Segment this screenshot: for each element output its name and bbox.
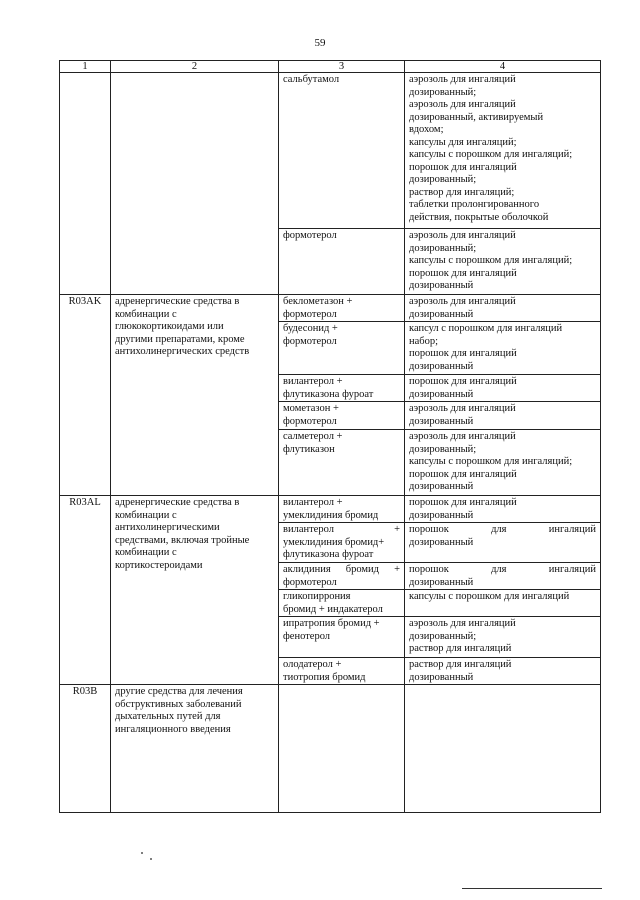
drug-name-line: флутиказон — [283, 443, 335, 455]
drug-name-line: сальбутамол — [283, 74, 340, 85]
dosage-form-cell — [405, 590, 601, 617]
dosage-form-line: дозированный — [409, 671, 474, 683]
anatomical-group-cell — [111, 295, 279, 496]
dosage-form-line: аэрозоль для ингаляций — [409, 74, 516, 85]
scan-speck — [141, 852, 143, 854]
dosage-form-cell — [405, 430, 601, 496]
drug-name-line: вилантерол + — [283, 376, 343, 387]
dosage-form-line: аэрозоль для ингаляций — [409, 296, 516, 307]
dosage-form-line: дозированный — [409, 280, 474, 291]
atc-code: R03AL — [69, 497, 101, 508]
group-name-line: глюкокортикоидами или — [115, 321, 224, 332]
drug-name-line: формотерол — [283, 415, 337, 427]
drug-name-cell — [279, 430, 405, 496]
drug-name-line: будесонид + — [283, 323, 338, 334]
drug-name-line: умеклидиния бромид — [283, 509, 379, 521]
dosage-form-line: капсулы с порошком для ингаляций; — [409, 149, 573, 160]
dosage-form-cell — [405, 402, 601, 430]
drug-name-cell — [279, 229, 405, 295]
drug-name-line: формотерол — [283, 335, 337, 347]
drug-name-line: флутиказона фуроат — [283, 549, 374, 560]
page-number: 59 — [314, 37, 326, 49]
table-row — [60, 73, 601, 229]
drug-name-cell — [279, 685, 405, 813]
dosage-form-line: аэрозоль для ингаляций — [409, 230, 516, 241]
atc-code-cell — [60, 295, 111, 496]
drug-name-line: беклометазон + — [283, 296, 353, 307]
column-number: 4 — [405, 61, 601, 73]
dosage-form-line: аэрозоль для ингаляций — [409, 431, 516, 442]
dosage-form-line: капсулы с порошком для ингаляций — [409, 591, 570, 602]
group-name-line: адренергические средства в — [115, 497, 240, 508]
drug-name-line: мометазон + — [283, 403, 339, 414]
drug-name-line: олодатерол + — [283, 659, 342, 670]
dosage-form-line: дозированный; — [409, 86, 477, 98]
scan-speck — [150, 858, 152, 860]
anatomical-group-cell — [111, 73, 279, 295]
drug-name-line: аклидиния бромид + — [283, 564, 400, 575]
group-name-line: антихолинергическими — [115, 522, 220, 533]
drug-name-cell — [279, 496, 405, 523]
dosage-form-cell — [405, 229, 601, 295]
column-number: 3 — [279, 61, 405, 73]
dosage-form-line: порошок для ингаляций — [409, 497, 517, 508]
dosage-form-line: капсулы с порошком для ингаляций; — [409, 456, 573, 467]
dosage-form-cell — [405, 658, 601, 685]
dosage-form-line: порошок для ингаляций — [409, 376, 517, 387]
dosage-form-line: дозированный; — [409, 630, 477, 642]
column-number: 1 — [60, 61, 111, 73]
atc-code: R03B — [72, 686, 98, 697]
dosage-form-line: дозированный; — [409, 174, 477, 185]
drug-name-line: формотерол — [283, 308, 337, 320]
dosage-form-line: дозированный, активируемый — [409, 111, 544, 123]
dosage-form-line: дозированный — [409, 388, 474, 400]
drug-name-line: тиотропия бромид — [283, 671, 366, 683]
dosage-form-line: дозированный — [409, 509, 474, 521]
dosage-form-line: капсулы для ингаляций; — [409, 136, 517, 148]
dosage-form-line: дозированный — [409, 308, 474, 320]
group-name-line: дыхательных путей для — [115, 711, 221, 722]
column-number: 2 — [111, 61, 279, 73]
group-name-line: комбинации с — [115, 308, 177, 320]
group-name-line: адренергические средства в — [115, 296, 240, 307]
dosage-form-line: таблетки пролонгированного — [409, 199, 540, 210]
dosage-form-cell — [405, 523, 601, 563]
dosage-form-line: вдохом; — [409, 124, 444, 135]
drug-name-line: фенотерол — [283, 630, 331, 642]
drug-name-line: гликопиррония — [283, 591, 351, 602]
drug-name-line: вилантерол + — [283, 497, 343, 508]
atc-code: R03AK — [68, 296, 102, 307]
drug-name-line: флутиказона фуроат — [283, 388, 374, 400]
dosage-form-line: аэрозоль для ингаляций — [409, 403, 516, 414]
dosage-form-line: порошок для ингаляций — [409, 348, 517, 359]
drug-name-cell — [279, 563, 405, 590]
group-name-line: другими препаратами, кроме — [115, 333, 245, 345]
dosage-form-line: капсул с порошком для ингаляций — [409, 323, 563, 334]
anatomical-group-cell — [111, 685, 279, 813]
table-row — [60, 496, 601, 523]
drug-name-cell — [279, 402, 405, 430]
dosage-form-line: набор; — [409, 335, 439, 347]
dosage-form-line: раствор для ингаляций; — [409, 186, 515, 198]
dosage-form-line: порошок для ингаляций — [409, 161, 517, 173]
drug-name-line: формотерол — [283, 576, 337, 588]
group-name-line: средствами, включая тройные — [115, 534, 250, 546]
drug-name-cell — [279, 73, 405, 229]
dosage-form-line: порошок для ингаляций — [409, 564, 596, 575]
table-row — [60, 295, 601, 322]
dosage-form-line: дозированный — [409, 536, 474, 548]
dosage-form-line: аэрозоль для ингаляций — [409, 99, 516, 110]
group-name-line: ингаляционного введения — [115, 723, 231, 735]
dosage-form-cell — [405, 295, 601, 322]
atc-code-cell — [60, 685, 111, 813]
dosage-form-cell — [405, 375, 601, 402]
group-name-line: комбинации с — [115, 509, 177, 521]
dosage-form-line: капсулы с порошком для ингаляций; — [409, 255, 573, 266]
drug-name-line: салметерол + — [283, 431, 343, 442]
atc-code-cell — [60, 73, 111, 295]
group-name-line: антихолинергических средств — [115, 346, 250, 357]
group-name-line: другие средства для лечения — [115, 686, 243, 697]
dosage-form-line: действия, покрытые оболочкой — [409, 211, 549, 223]
dosage-form-line: раствор для ингаляций — [409, 659, 512, 670]
dosage-form-line: порошок для ингаляций — [409, 468, 517, 480]
dosage-form-cell — [405, 617, 601, 658]
drug-name-line: бромид + индакатерол — [283, 603, 383, 615]
drug-table — [59, 60, 601, 813]
drug-name-cell — [279, 322, 405, 375]
drug-name-line: вилантерол + — [283, 524, 400, 535]
dosage-form-line: раствор для ингаляций — [409, 643, 512, 654]
drug-name-cell — [279, 658, 405, 685]
atc-code-cell — [60, 496, 111, 685]
drug-name-cell — [279, 617, 405, 658]
dosage-form-line: дозированный; — [409, 242, 477, 254]
drug-name-cell — [279, 590, 405, 617]
column-number-row — [60, 61, 601, 73]
dosage-form-line: порошок для ингаляций — [409, 267, 517, 279]
dosage-form-line: дозированный — [409, 360, 474, 372]
drug-name-line: ипратропия бромид + — [283, 618, 380, 629]
group-name-line: кортикостероидами — [115, 559, 203, 571]
footer-rule — [462, 888, 602, 889]
dosage-form-line: дозированный — [409, 576, 474, 588]
dosage-form-cell — [405, 685, 601, 813]
dosage-form-cell — [405, 322, 601, 375]
drug-name-cell — [279, 523, 405, 563]
dosage-form-cell — [405, 496, 601, 523]
dosage-form-line: дозированный — [409, 481, 474, 492]
group-name-line: комбинации с — [115, 547, 177, 558]
drug-name-cell — [279, 295, 405, 322]
table-row — [60, 685, 601, 813]
drug-name-line: формотерол — [283, 230, 337, 241]
dosage-form-cell — [405, 563, 601, 590]
dosage-form-cell — [405, 73, 601, 229]
drug-name-line: умеклидиния бромид+ — [283, 536, 385, 548]
dosage-form-line: дозированный; — [409, 443, 477, 455]
anatomical-group-cell — [111, 496, 279, 685]
group-name-line: обструктивных заболеваний — [115, 698, 242, 710]
dosage-form-line: аэрозоль для ингаляций — [409, 618, 516, 629]
dosage-form-line: порошок для ингаляций — [409, 524, 596, 535]
dosage-form-line: дозированный — [409, 415, 474, 427]
drug-name-cell — [279, 375, 405, 402]
